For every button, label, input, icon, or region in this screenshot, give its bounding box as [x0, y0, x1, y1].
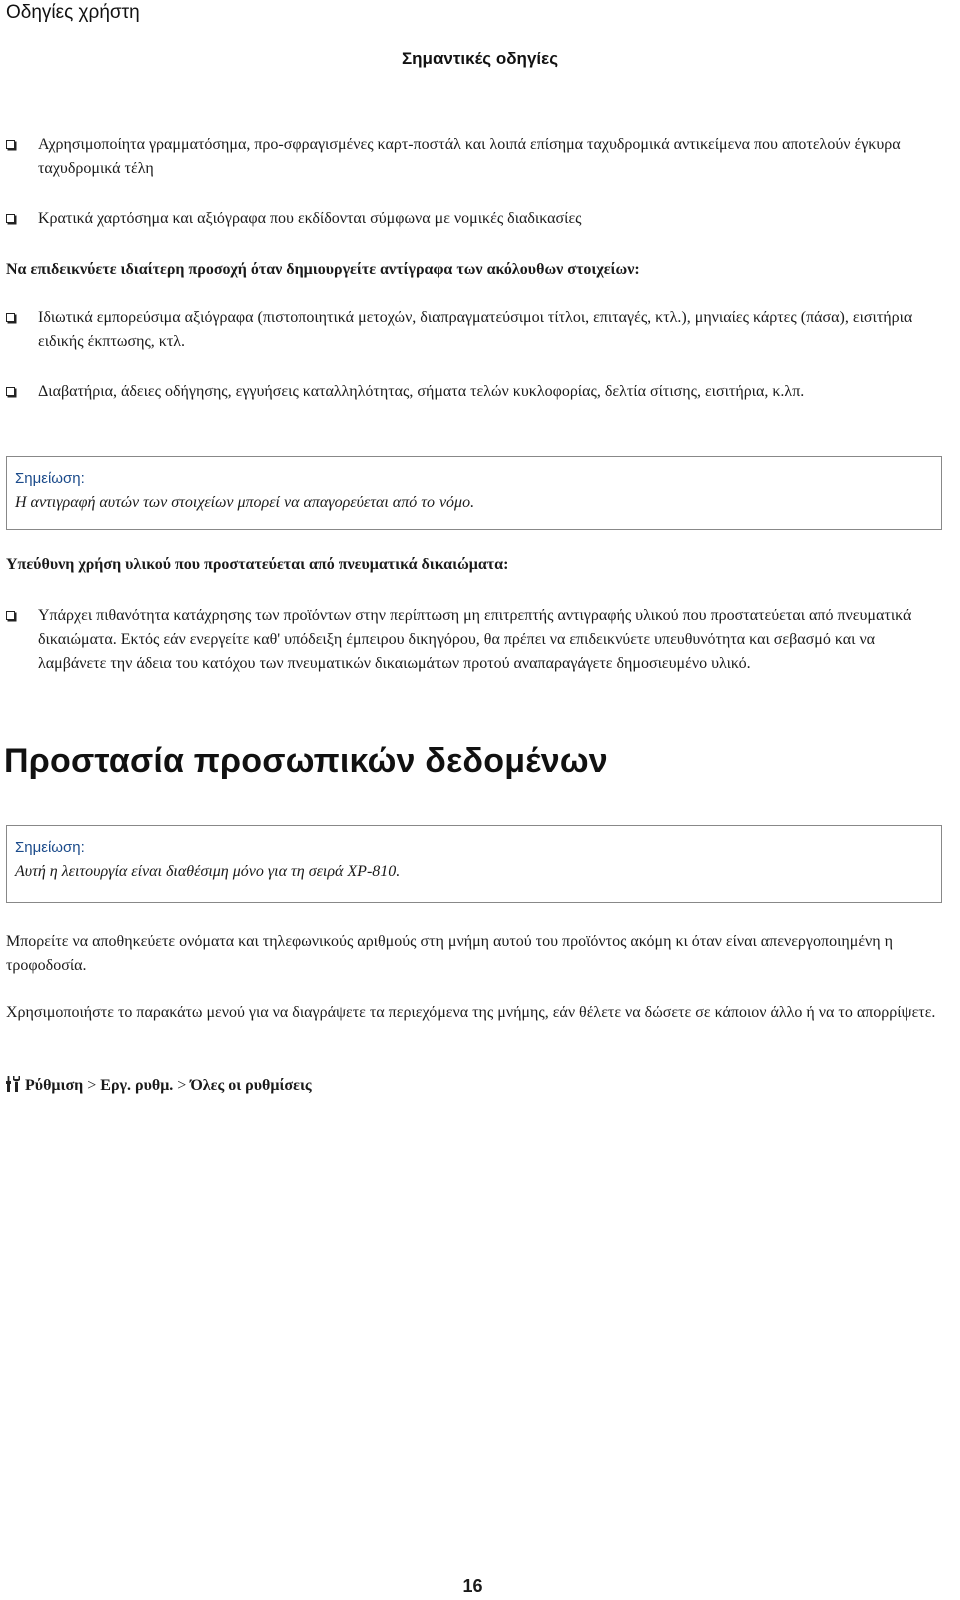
- paragraph: Μπορείτε να αποθηκεύετε ονόματα και τηλεφωνικούς αριθμούς στη μνήμη αυτού του προϊόντος ακόμη κι όταν είναι απενεργοποιημένη η τροφοδοσία.: [6, 933, 893, 974]
- checkbox-bullet-icon: [6, 611, 15, 620]
- list-item-text: Ιδιωτικά εμπορεύσιμα αξιόγραφα (πιστοποιητικά μετοχών, διαπραγματεύσιμοι τίτλοι, επιταγές, κτλ.), μηνιαίες κάρτες (πάσα), εισιτήρια ειδικής έκπτωσης, κτλ.: [38, 309, 913, 350]
- checkbox-bullet-icon: [6, 214, 15, 223]
- list-item-text: Αχρησιμοποίητα γραμματόσημα, προ-σφραγισμένες καρτ-ποστάλ και λοιπά επίσημα ταχυδρομικά αντικείμενα που αποτελούν έγκυρα ταχυδρομικά τέλη: [38, 136, 901, 177]
- settings-wrench-icon: [6, 1075, 22, 1093]
- note-box: [6, 456, 942, 530]
- menu-step-all-settings: Όλες οι ρυθμίσεις: [190, 1077, 312, 1094]
- note-text: Η αντιγραφή αυτών των στοιχείων μπορεί να απαγορεύεται από το νόμο.: [15, 494, 475, 511]
- copyright-heading: Υπεύθυνη χρήση υλικού που προστατεύεται από πνευματικά δικαιώματα:: [6, 556, 509, 573]
- menu-step-settings: Ρύθμιση: [25, 1077, 84, 1094]
- note-text: Αυτή η λειτουργία είναι διαθέσιμη μόνο για τη σειρά XP-810.: [15, 863, 401, 880]
- menu-path: [6, 1074, 312, 1098]
- menu-step-maintenance: Εργ. ρυθμ.: [100, 1077, 174, 1094]
- note-box: [6, 825, 942, 903]
- checkbox-bullet-icon: [6, 313, 15, 322]
- menu-separator: >: [177, 1077, 187, 1094]
- checkbox-bullet-icon: [6, 140, 15, 149]
- paragraph: Χρησιμοποιήστε το παρακάτω μενού για να διαγράψετε τα περιεχόμενα της μνήμης, εάν θέλετε να δώσετε σε κάποιον άλλο ή να το απορρίψετε.: [6, 1004, 936, 1021]
- page-header: Οδηγίες χρήστη: [6, 2, 140, 23]
- list-item-text: Κρατικά χαρτόσημα και αξιόγραφα που εκδίδονται σύμφωνα με νομικές διαδικασίες: [38, 210, 582, 227]
- list-item-text: Υπάρχει πιθανότητα κατάχρησης των προϊόντων στην περίπτωση μη επιτρεπτής αντιγραφής υλικού που προστατεύεται από πνευματικά δικαιώματα. Εκτός εάν ενεργείτε καθ' υπόδειξη έμπειρου δικηγόρου, θα πρέπει να επιδεικνύετε υπευθυνότητα και σεβασμό και να λαμβάνετε την άδεια του κατόχου των πνευματικών δικαιωμάτων προτού αναπαραγάγετε δημοσιευμένο υλικό.: [38, 607, 912, 672]
- note-label: Σημείωση:: [15, 839, 85, 856]
- list-item-text: Διαβατήρια, άδειες οδήγησης, εγγυήσεις καταλληλότητας, σήματα τελών κυκλοφορίας, δελτία σίτισης, εισιτήρια, κ.λπ.: [38, 383, 805, 400]
- checkbox-bullet-icon: [6, 387, 15, 396]
- privacy-title: Προστασία προσωπικών δεδομένων: [4, 742, 608, 780]
- section-title-important: Σημαντικές οδηγίες: [401, 49, 559, 68]
- caution-heading: Να επιδεικνύετε ιδιαίτερη προσοχή όταν δημιουργείτε αντίγραφα των ακόλουθων στοιχείων:: [6, 261, 640, 278]
- menu-separator: >: [87, 1077, 97, 1094]
- page-number: 16: [462, 1576, 483, 1596]
- note-label: Σημείωση:: [15, 470, 85, 487]
